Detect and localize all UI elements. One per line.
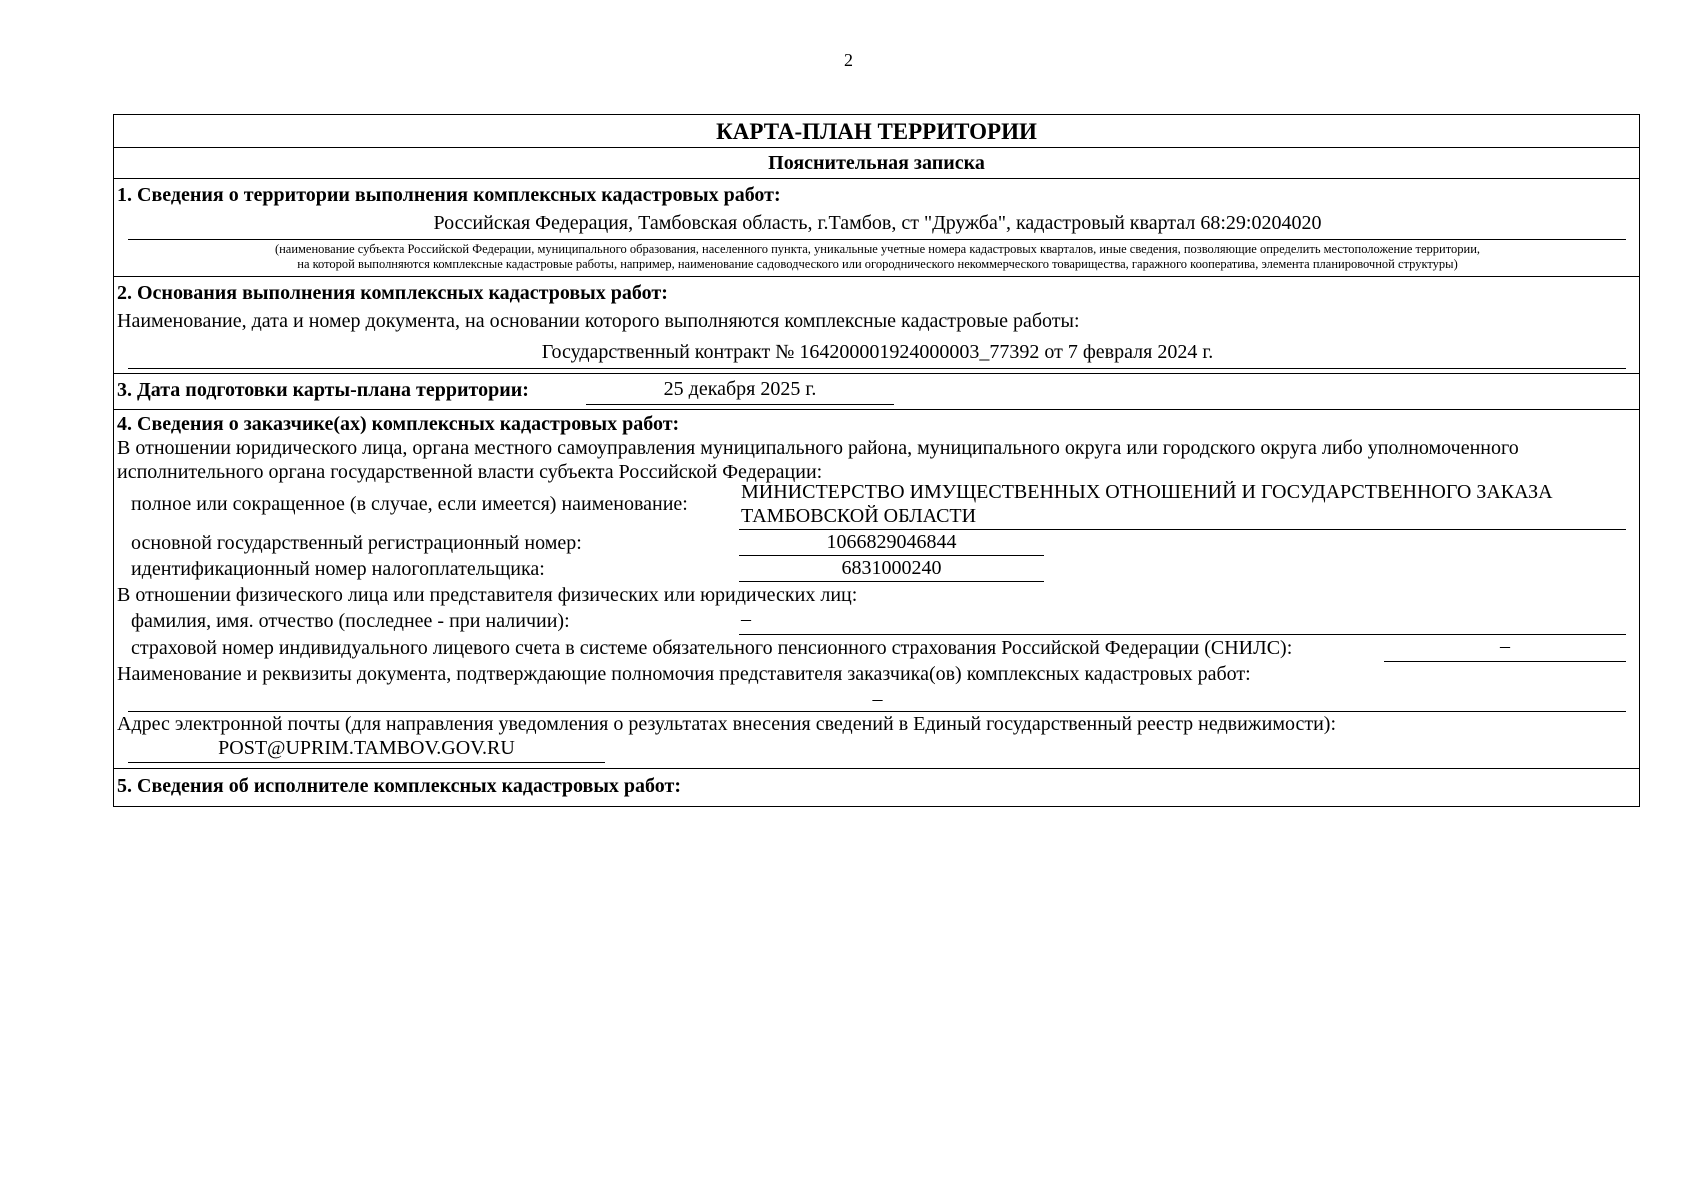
individual-intro: В отношении физического лица или представителя физических или юридических лиц: [117, 584, 858, 606]
ogrn-label: основной государственный регистрационный номер: [131, 532, 582, 554]
customer-name-underline [739, 529, 1626, 530]
preparation-date: 25 декабря 2025 г. [663, 378, 817, 400]
basis-label: Наименование, дата и номер документа, на основании которого выполняются комплексные кадастровые работы: [117, 310, 1080, 332]
territory-value: Российская Федерация, Тамбовская область, г.Тамбов, ст "Дружба", кадастровый квартал 68:29:0204020 [433, 212, 1322, 234]
basis-underline [128, 368, 1626, 369]
customer-name-line-1: МИНИСТЕРСТВО ИМУЩЕСТВЕННЫХ ОТНОШЕНИЙ И ГОСУДАРСТВЕННОГО ЗАКАЗА [741, 481, 1553, 503]
section-3 [114, 374, 1639, 410]
snils-label: страховой номер индивидуального лицевого счета в системе обязательного пенсионного страхования Российской Федерации (СНИЛС): [131, 637, 1293, 659]
form-title: КАРТА-ПЛАН ТЕРРИТОРИИ [114, 115, 1639, 148]
email-label: Адрес электронной почты (для направления уведомления о результатах внесения сведений в Единый государственный реестр недвижимости): [117, 713, 1337, 735]
inn-value: 6831000240 [841, 557, 942, 579]
snils-value: – [1500, 635, 1510, 657]
preparation-date-underline [586, 404, 894, 405]
section-4-heading: 4. Сведения о заказчике(ах) комплексных кадастровых работ: [117, 413, 680, 435]
authority-doc-value: – [872, 688, 883, 710]
legal-intro-line-1: В отношении юридического лица, органа местного самоуправления муниципального района, муниципального округа или городского округа либо уполномоченного [117, 437, 1519, 459]
snils-underline [1384, 661, 1626, 662]
section-4 [114, 410, 1639, 769]
inn-label: идентификационный номер налогоплательщика: [131, 558, 545, 580]
section-5-heading: 5. Сведения об исполнителе комплексных кадастровых работ: [117, 775, 682, 797]
customer-name-line-2: ТАМБОВСКОЙ ОБЛАСТИ [741, 505, 977, 527]
authority-doc-label: Наименование и реквизиты документа, подтверждающие полномочия представителя заказчика(ов) комплексных кадастровых работ: [117, 663, 1251, 685]
section-1 [114, 179, 1639, 277]
section-3-heading: 3. Дата подготовки карты-плана территории: [117, 379, 529, 401]
territory-underline [128, 239, 1626, 240]
ogrn-underline [739, 555, 1044, 556]
territory-note-line-1: (наименование субъекта Российской Федерации, муниципального образования, населенного пункта, уникальные учетные номера кадастровых кварталов, иные сведения, позволяющие определить местоположение территории, [274, 242, 1481, 256]
legal-intro-line-2: исполнительного органа государственной власти субъекта Российской Федерации: [117, 461, 823, 483]
inn-underline [739, 581, 1044, 582]
form-subtitle: Пояснительная записка [114, 148, 1639, 179]
customer-name-label: полное или сокращенное (в случае, если имеется) наименование: [131, 493, 688, 515]
section-2 [114, 277, 1639, 374]
cadastral-form [113, 114, 1640, 807]
page-number: 2 [844, 50, 853, 70]
ogrn-value: 1066829046844 [826, 531, 957, 553]
email-value: POST@UPRIM.TAMBOV.GOV.RU [218, 737, 515, 759]
basis-value: Государственный контракт № 164200001924000003_77392 от 7 февраля 2024 г. [541, 341, 1214, 363]
authority-doc-underline [128, 711, 1626, 712]
email-underline [128, 762, 605, 763]
fio-label: фамилия, имя. отчество (последнее - при наличии): [131, 610, 570, 632]
section-2-heading: 2. Основания выполнения комплексных кадастровых работ: [117, 282, 668, 304]
section-1-heading: 1. Сведения о территории выполнения комплексных кадастровых работ: [117, 184, 781, 206]
fio-value: – [741, 608, 751, 630]
section-5 [114, 769, 1639, 806]
territory-note-line-2: на которой выполняются комплексные кадастровые работы, например, наименование садоводческого или огороднического некоммерческого товарищества, гаражного кооператива, элемента планировочной структуры) [297, 257, 1458, 271]
